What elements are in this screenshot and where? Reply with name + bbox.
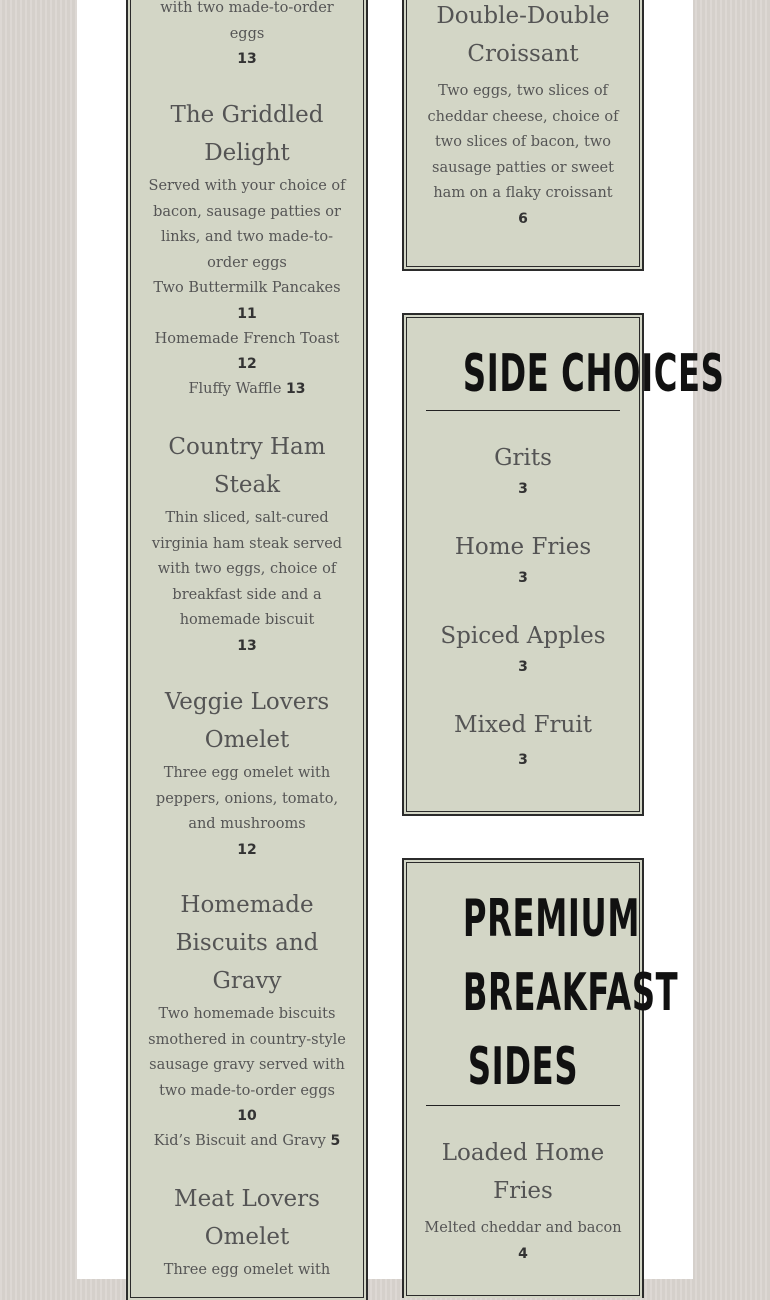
- option-french-toast: [144, 327, 350, 353]
- item-description: Thin sliced, salt-cured virginia ham steak served with two eggs, choice of breakfast side and a homemade biscuit: [151, 510, 343, 628]
- menu-item-veggie-omelet: [128, 683, 366, 863]
- item-name: Double-Double Croissant: [436, 3, 610, 67]
- item-name: Loaded Home Fries: [441, 1140, 605, 1204]
- side-item-home-fries: [404, 528, 642, 591]
- item-price: 3: [518, 570, 528, 586]
- item-price: 10: [237, 1108, 257, 1124]
- item-price: 6: [518, 210, 528, 227]
- menu-item-meat-omelet: [128, 1180, 366, 1284]
- breakfast-entrees-panel: [126, 0, 368, 1300]
- side-item-grits: [404, 439, 642, 502]
- section-heading-line-2: BREAKFAST: [462, 963, 679, 1023]
- item-description: Two homemade biscuits smothered in country-style sausage gravy served with two made-to-order eggs: [148, 1006, 346, 1099]
- item-description: Two eggs, two slices of cheddar cheese, choice of two slices of bacon, two sausage patties or sweet ham on a flaky croissant: [427, 83, 619, 201]
- premium-sides-panel: [402, 858, 679, 1298]
- option-price: 12: [237, 356, 257, 372]
- item-description: Three egg omelet with peppers, onions, tomato, and mushrooms: [155, 765, 339, 832]
- item-name: Mixed Fruit: [454, 712, 592, 738]
- item-name: Country Ham Steak: [168, 434, 326, 498]
- option-price: 11: [237, 305, 257, 322]
- item-price: 3: [518, 659, 528, 675]
- heading-divider: [426, 410, 620, 411]
- menu-item-croissant: [404, 0, 642, 232]
- menu-item-biscuits-gravy: [128, 886, 366, 1155]
- item-name: Veggie Lovers Omelet: [164, 689, 330, 753]
- option-waffle: [144, 377, 350, 403]
- item-price: 3: [518, 481, 528, 497]
- menu-item-country-ham-steak: [128, 428, 366, 659]
- top-fragment-item: [128, 0, 366, 72]
- item-description: Melted cheddar and bacon: [424, 1220, 622, 1236]
- section-heading-line-1: PREMIUM: [462, 889, 641, 949]
- croissant-panel: [402, 0, 644, 271]
- item-name: Grits: [494, 445, 552, 471]
- item-price: 3: [518, 752, 528, 768]
- heading-divider: [426, 1105, 620, 1106]
- option-price: 13: [286, 381, 306, 397]
- side-item-spiced-apples: [404, 617, 642, 680]
- option-label: Homemade French Toast: [154, 330, 340, 347]
- menu-item-griddled-delight: [128, 96, 366, 403]
- item-name: The Griddled Delight: [170, 102, 324, 166]
- item-name: Spiced Apples: [440, 623, 606, 649]
- item-description: with two made-to-order eggs: [160, 0, 334, 42]
- section-heading: SIDE CHOICES: [462, 344, 725, 404]
- item-description: Three egg omelet with: [163, 1262, 331, 1278]
- option-label: Kid’s Biscuit and Gravy: [153, 1133, 326, 1149]
- kids-option: [144, 1129, 350, 1155]
- item-name: Home Fries: [454, 534, 592, 560]
- side-choices-panel: [402, 313, 725, 816]
- item-name: Homemade Biscuits and Gravy: [175, 892, 319, 994]
- item-price: 13: [237, 637, 257, 654]
- item-price: 12: [237, 841, 257, 858]
- item-description: Served with your choice of bacon, sausage patties or links, and two made-to-order eggs: [148, 178, 346, 271]
- side-item-mixed-fruit: [404, 706, 642, 773]
- item-price: 13: [237, 51, 257, 67]
- option-label: Fluffy Waffle: [188, 381, 282, 397]
- premium-item-loaded-home-fries: [404, 1134, 642, 1267]
- option-price: 5: [330, 1133, 341, 1149]
- option-label: Two Buttermilk Pancakes: [153, 280, 341, 296]
- item-price: 4: [518, 1245, 528, 1262]
- option-pancakes: [144, 276, 350, 302]
- section-heading-line-3: SIDES: [467, 1037, 579, 1097]
- item-name: Meat Lovers Omelet: [174, 1186, 320, 1250]
